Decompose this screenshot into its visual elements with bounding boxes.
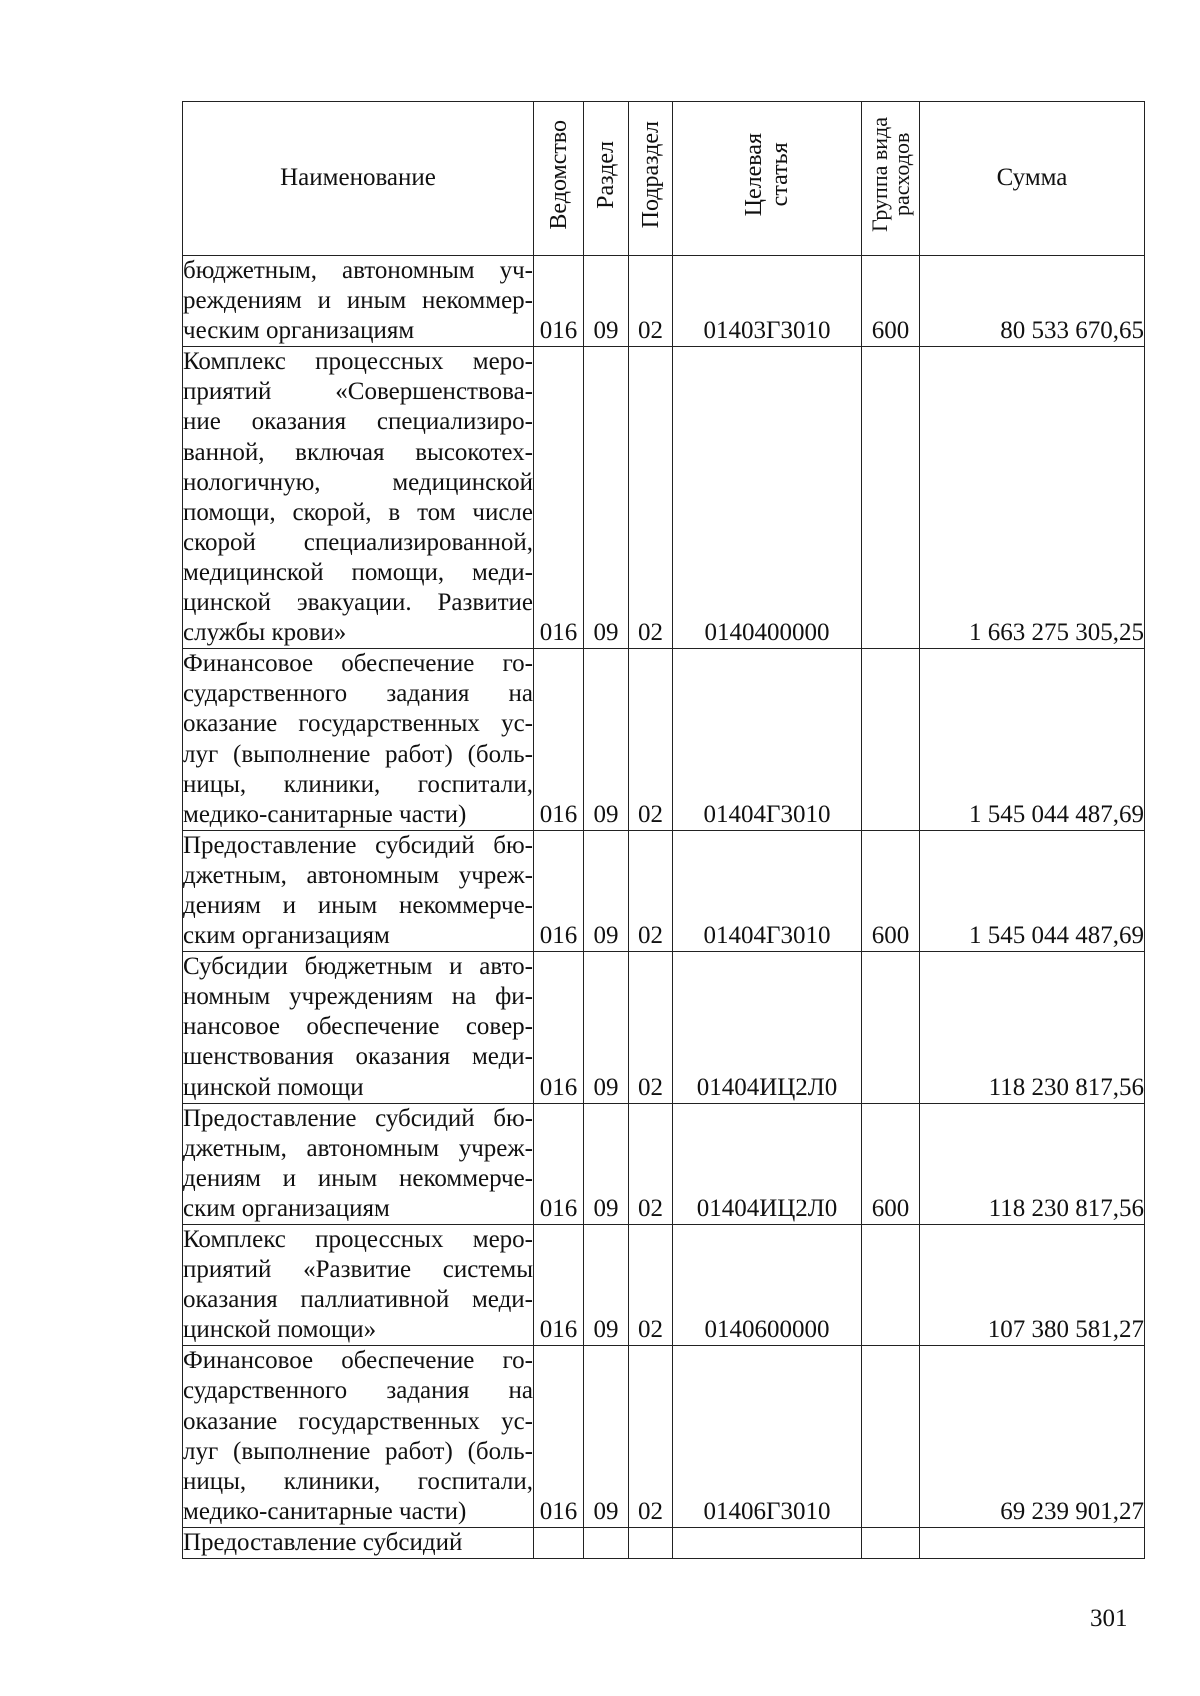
row-name-line: оказание государственных ус-: [183, 1407, 533, 1435]
row-name-line: дениям и иным некоммерче-: [183, 1164, 533, 1192]
row-target-article: 0140600000: [673, 1225, 862, 1346]
row-name-line: Комплекс процессных меро-: [183, 1226, 533, 1253]
table-row: [183, 1103, 1145, 1224]
row-name-line: Финансовое обеспечение го-: [183, 1347, 533, 1375]
row-name-line: цинской помощи»: [183, 1316, 377, 1344]
header-sum: Сумма: [920, 102, 1145, 256]
row-sum: 1 545 044 487,69: [920, 830, 1145, 951]
row-subsection: [629, 1527, 673, 1558]
row-name-line: Финансовое обеспечение го-: [183, 650, 533, 678]
row-dept: 016: [534, 830, 584, 951]
row-subsection: 02: [629, 830, 673, 951]
row-name-line: службы крови»: [183, 619, 347, 647]
row-name-line: сударственного задания на: [183, 680, 533, 708]
row-dept: 016: [534, 1103, 584, 1224]
row-section: [584, 1527, 629, 1558]
row-section: 09: [584, 347, 629, 649]
row-name-line: ским организациям: [183, 1194, 390, 1222]
row-name-line: джетным, автономным учреж-: [183, 861, 533, 889]
row-sum: 1 663 275 305,25: [920, 347, 1145, 649]
row-name-line: медико-санитарные части): [183, 800, 467, 828]
row-name-line: оказания паллиативной меди-: [183, 1286, 533, 1314]
row-expense-group: [862, 649, 920, 831]
row-name: [183, 649, 534, 831]
row-subsection: 02: [629, 1225, 673, 1346]
row-expense-group: [862, 347, 920, 649]
row-expense-group: 600: [862, 1103, 920, 1224]
row-dept: 016: [534, 1346, 584, 1528]
row-target-article: [673, 1527, 862, 1558]
row-name: [183, 952, 534, 1103]
row-target-article: 01404ИЦ2Л0: [673, 952, 862, 1103]
row-name-line: Предоставление субсидий: [183, 1528, 463, 1556]
row-name-line: нансовое обеспечение совер-: [183, 1013, 533, 1041]
row-sum: 118 230 817,56: [920, 952, 1145, 1103]
row-name-line: скорой специализированной,: [183, 528, 533, 556]
row-name-line: номным учреждениям на фи-: [183, 983, 533, 1011]
row-name: [183, 1346, 534, 1528]
row-name-line: дениям и иным некоммерче-: [183, 891, 533, 919]
table-row: [183, 256, 1145, 347]
row-section: 09: [584, 952, 629, 1103]
row-expense-group: [862, 1346, 920, 1528]
table-row: [183, 830, 1145, 951]
row-name-line: сударственного задания на: [183, 1377, 533, 1405]
row-name-line: Предоставление субсидий бю-: [183, 1104, 533, 1132]
row-sum: 1 545 044 487,69: [920, 649, 1145, 831]
header-subsection: Подраздел: [629, 102, 673, 256]
row-name-line: ванной, включая высокотех-: [183, 438, 533, 466]
row-name: [183, 256, 534, 347]
row-subsection: 02: [629, 256, 673, 347]
table-row: [183, 649, 1145, 831]
table-row: [183, 952, 1145, 1103]
row-name-line: Комплекс процессных меро-: [183, 348, 533, 376]
row-name-line: ческим организациям: [183, 317, 415, 345]
row-name-line: приятий «Развитие системы: [183, 1256, 533, 1284]
header-expense-group: Группа вида расходов: [862, 102, 920, 256]
row-name: [183, 1225, 534, 1346]
row-name-line: Предоставление субсидий бю-: [183, 831, 533, 859]
row-subsection: 02: [629, 952, 673, 1103]
row-name-line: медико-санитарные части): [183, 1497, 467, 1525]
row-dept: 016: [534, 649, 584, 831]
row-section: 09: [584, 1103, 629, 1224]
row-name-line: ницы, клиники, госпитали,: [183, 1467, 533, 1495]
row-name-line: ницы, клиники, госпитали,: [183, 770, 533, 798]
row-expense-group: [862, 952, 920, 1103]
row-name: [183, 1103, 534, 1224]
row-name-line: цинской эвакуации. Развитие: [183, 589, 533, 617]
row-name: [183, 1527, 534, 1558]
budget-table: [182, 101, 1145, 1559]
row-expense-group: [862, 1527, 920, 1558]
row-name-line: помощи, скорой, в том числе: [183, 498, 533, 526]
table-row: [183, 347, 1145, 649]
row-name-line: шенствования оказания меди-: [183, 1043, 533, 1071]
row-sum: 118 230 817,56: [920, 1103, 1145, 1224]
row-name-line: цинской помощи: [183, 1073, 364, 1101]
row-name-line: Субсидии бюджетным и авто-: [183, 953, 533, 981]
row-subsection: 02: [629, 649, 673, 831]
row-name-line: оказание государственных ус-: [183, 710, 533, 738]
row-dept: 016: [534, 347, 584, 649]
table-row: [183, 1346, 1145, 1528]
row-subsection: 02: [629, 1346, 673, 1528]
row-expense-group: [862, 1225, 920, 1346]
row-subsection: 02: [629, 347, 673, 649]
row-name-line: ским организациям: [183, 922, 390, 950]
header-dept: Ведомство: [534, 102, 584, 256]
row-dept: [534, 1527, 584, 1558]
row-name: [183, 347, 534, 649]
row-target-article: 01404Г3010: [673, 830, 862, 951]
table-row: [183, 1527, 1145, 1558]
row-target-article: 01404ИЦ2Л0: [673, 1103, 862, 1224]
row-section: 09: [584, 1346, 629, 1528]
page-number: 301: [1090, 1605, 1128, 1632]
row-expense-group: 600: [862, 256, 920, 347]
row-target-article: 0140400000: [673, 347, 862, 649]
row-sum: [920, 1527, 1145, 1558]
table-header-row: [183, 102, 1145, 256]
row-dept: 016: [534, 1225, 584, 1346]
row-name-line: нологичную, медицинской: [183, 468, 533, 496]
header-target-article: Целевая статья: [673, 102, 862, 256]
row-name: [183, 830, 534, 951]
row-section: 09: [584, 830, 629, 951]
row-name-line: ние оказания специализиро-: [183, 408, 533, 436]
row-name-line: реждениям и иным некоммер-: [183, 287, 533, 315]
row-name-line: джетным, автономным учреж-: [183, 1134, 533, 1162]
row-name-line: приятий «Совершенствова-: [183, 378, 533, 406]
row-target-article: 01406Г3010: [673, 1346, 862, 1528]
row-section: 09: [584, 649, 629, 831]
row-target-article: 01404Г3010: [673, 649, 862, 831]
row-dept: 016: [534, 256, 584, 347]
header-name: Наименование: [183, 102, 534, 256]
header-section: Раздел: [584, 102, 629, 256]
table-row: [183, 1225, 1145, 1346]
row-sum: 69 239 901,27: [920, 1346, 1145, 1528]
row-dept: 016: [534, 952, 584, 1103]
row-expense-group: 600: [862, 830, 920, 951]
row-section: 09: [584, 256, 629, 347]
row-target-article: 01403Г3010: [673, 256, 862, 347]
row-sum: 80 533 670,65: [920, 256, 1145, 347]
row-name-line: бюджетным, автономным уч-: [183, 257, 533, 284]
table-body: [183, 256, 1145, 1559]
row-subsection: 02: [629, 1103, 673, 1224]
row-name-line: луг (выполнение работ) (боль-: [183, 1437, 533, 1465]
row-section: 09: [584, 1225, 629, 1346]
row-name-line: луг (выполнение работ) (боль-: [183, 740, 533, 768]
row-sum: 107 380 581,27: [920, 1225, 1145, 1346]
row-name-line: медицинской помощи, меди-: [183, 558, 533, 586]
